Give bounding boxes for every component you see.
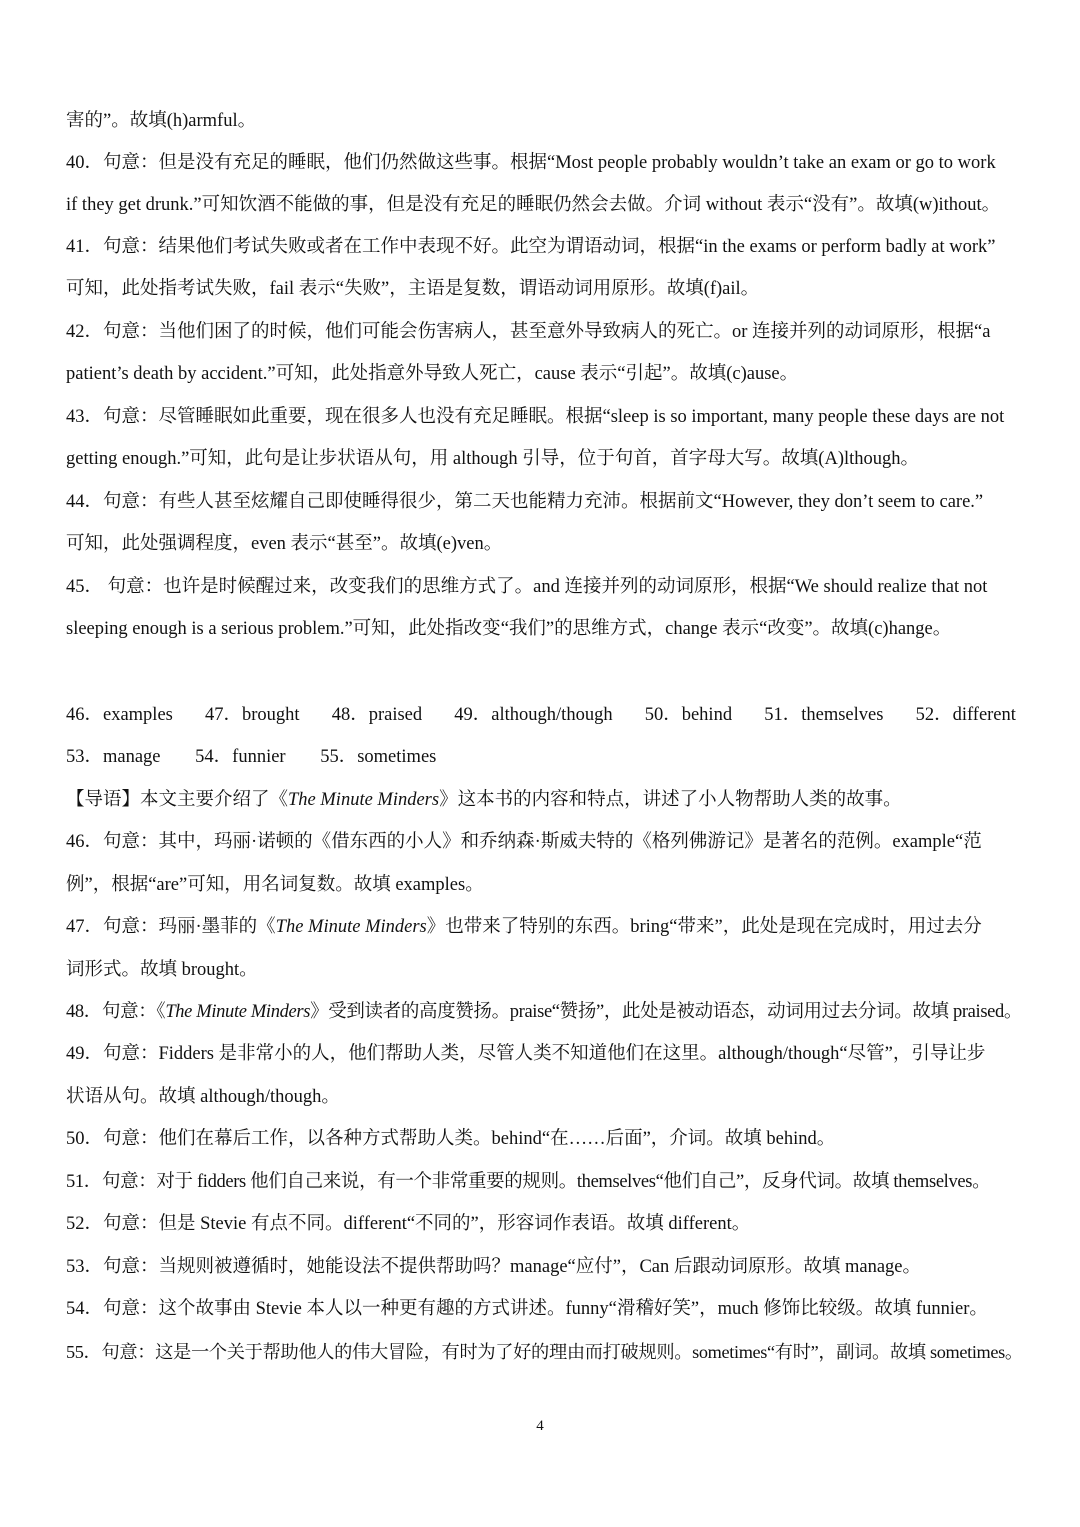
text-line: getting enough.”可知，此句是让步状语从句，用 although 引导，位于句首，首字母大写。故填(A)lthough。 [66, 449, 920, 469]
note-line: 51．句意：对于 fidders 他们自己来说，有一个非常重要的规则。themselves“他们自己”，反身代词。故填 themselves。 [66, 1172, 991, 1192]
note-line: 状语从句。故填 although/though。 [66, 1087, 340, 1107]
text-line: 44．句意：有些人甚至炫耀自己即使睡得很少，第二天也能精力充沛。根据前文“However, they don’t seem to care.” [66, 492, 984, 512]
intro-suffix: 》这本书的内容和特点，讲述了小人物帮助人类的故事。 [439, 790, 902, 810]
answer-item: 49．although/though [454, 705, 613, 725]
note-line: 52．句意：但是 Stevie 有点不同。different“不同的”，形容词作表语。故填 different。 [66, 1214, 751, 1234]
book-title: The Minute Minders [165, 1002, 311, 1022]
answer-item: 55．sometimes [320, 747, 437, 767]
text-line: 43．句意：尽管睡眠如此重要，现在很多人也没有充足睡眠。根据“sleep is so important, many people these days are not [66, 407, 1005, 427]
note-line: 53．句意：当规则被遵循时，她能设法不提供帮助吗？manage“应付”，Can 后跟动词原形。故填 manage。 [66, 1257, 922, 1277]
text-line: 45． 句意：也许是时候醒过来，改变我们的思维方式了。and 连接并列的动词原形，根据“We should realize that not [66, 577, 988, 597]
text-line: patient’s death by accident.”可知，此处指意外导致人死亡，cause 表示“引起”。故填(c)ause。 [66, 364, 799, 384]
note-line: 54．句意：这个故事由 Stevie 本人以一种更有趣的方式讲述。funny“滑稽好笑”，much 修饰比较级。故填 funnier。 [66, 1299, 988, 1319]
book-title: The Minute Minders [275, 917, 427, 937]
answer-item: 51．themselves [764, 705, 884, 725]
text-line: sleeping enough is a serious problem.”可知，此处指改变“我们”的思维方式，change 表示“改变”。故填(c)hange。 [66, 619, 952, 639]
intro-prefix: 【导语】本文主要介绍了《 [66, 790, 289, 810]
text-line: 可知，此处指考试失败，fail 表示“失败”，主语是复数，谓语动词用原形。故填(f)ail。 [66, 279, 760, 299]
note-line: 46．句意：其中，玛丽·诺顿的《借东西的小人》和乔纳森·斯威夫特的《格列佛游记》是著名的范例。example“范 [66, 832, 982, 852]
note-line: 例”，根据“are”可知，用名词复数。故填 examples。 [66, 875, 484, 895]
text-line: 可知，此处强调程度，even 表示“甚至”。故填(e)ven。 [66, 534, 503, 554]
answer-item: 47．brought [205, 705, 300, 725]
note-prefix: 47．句意：玛丽·墨菲的《 [66, 917, 276, 937]
page-number: 4 [536, 1418, 544, 1434]
answer-key-row [66, 694, 1016, 736]
note-line: 50．句意：他们在幕后工作，以各种方式帮助人类。behind“在……后面”，介词。故填 behind。 [66, 1129, 836, 1149]
text-line: if they get drunk.”可知饮酒不能做的事，但是没有充足的睡眠仍然会去做。介词 without 表示“没有”。故填(w)ithout。 [66, 195, 1001, 215]
text-line: 害的”。故填(h)armful。 [66, 111, 257, 131]
answer-item: 46．examples [66, 705, 173, 725]
note-line: 49．句意：Fidders 是非常小的人，他们帮助人类，尽管人类不知道他们在这里。although/though“尽管”，引导让步 [66, 1044, 986, 1064]
answer-item: 52．different [915, 705, 1016, 725]
answer-item: 54．funnier [195, 747, 286, 767]
note-line: 55．句意：这是一个关于帮助他人的伟大冒险，有时为了好的理由而打破规则。sometimes“有时”，副词。故填 sometimes。 [66, 1342, 1023, 1362]
answer-key-row [66, 736, 1026, 778]
answer-item: 48．praised [331, 705, 423, 725]
note-line [66, 906, 1026, 948]
book-title: The Minute Minders [288, 790, 440, 810]
note-suffix: 》受到读者的高度赞扬。praise“赞扬”，此处是被动语态，动词用过去分词。故填 praised。 [310, 1002, 1023, 1022]
text-line: 41．句意：结果他们考试失败或者在工作中表现不好。此空为谓语动词，根据“in the exams or perform badly at work” [66, 237, 996, 257]
answer-item: 53．manage [66, 747, 161, 767]
note-line: 词形式。故填 brought。 [66, 960, 258, 980]
note-suffix: 》也带来了特别的东西。bring“带来”，此处是现在完成时，用过去分 [426, 917, 982, 937]
text-line: 40．句意：但是没有充足的睡眠，他们仍然做这些事。根据“Most people probably wouldn’t take an exam or go to work [66, 153, 996, 173]
intro-line [66, 779, 1026, 821]
note-prefix: 48．句意：《 [66, 1002, 166, 1022]
note-line [66, 991, 1026, 1033]
text-line: 42．句意：当他们困了的时候，他们可能会伤害病人，甚至意外导致病人的死亡。or 连接并列的动词原形，根据“a [66, 322, 991, 342]
answer-item: 50．behind [644, 705, 733, 725]
